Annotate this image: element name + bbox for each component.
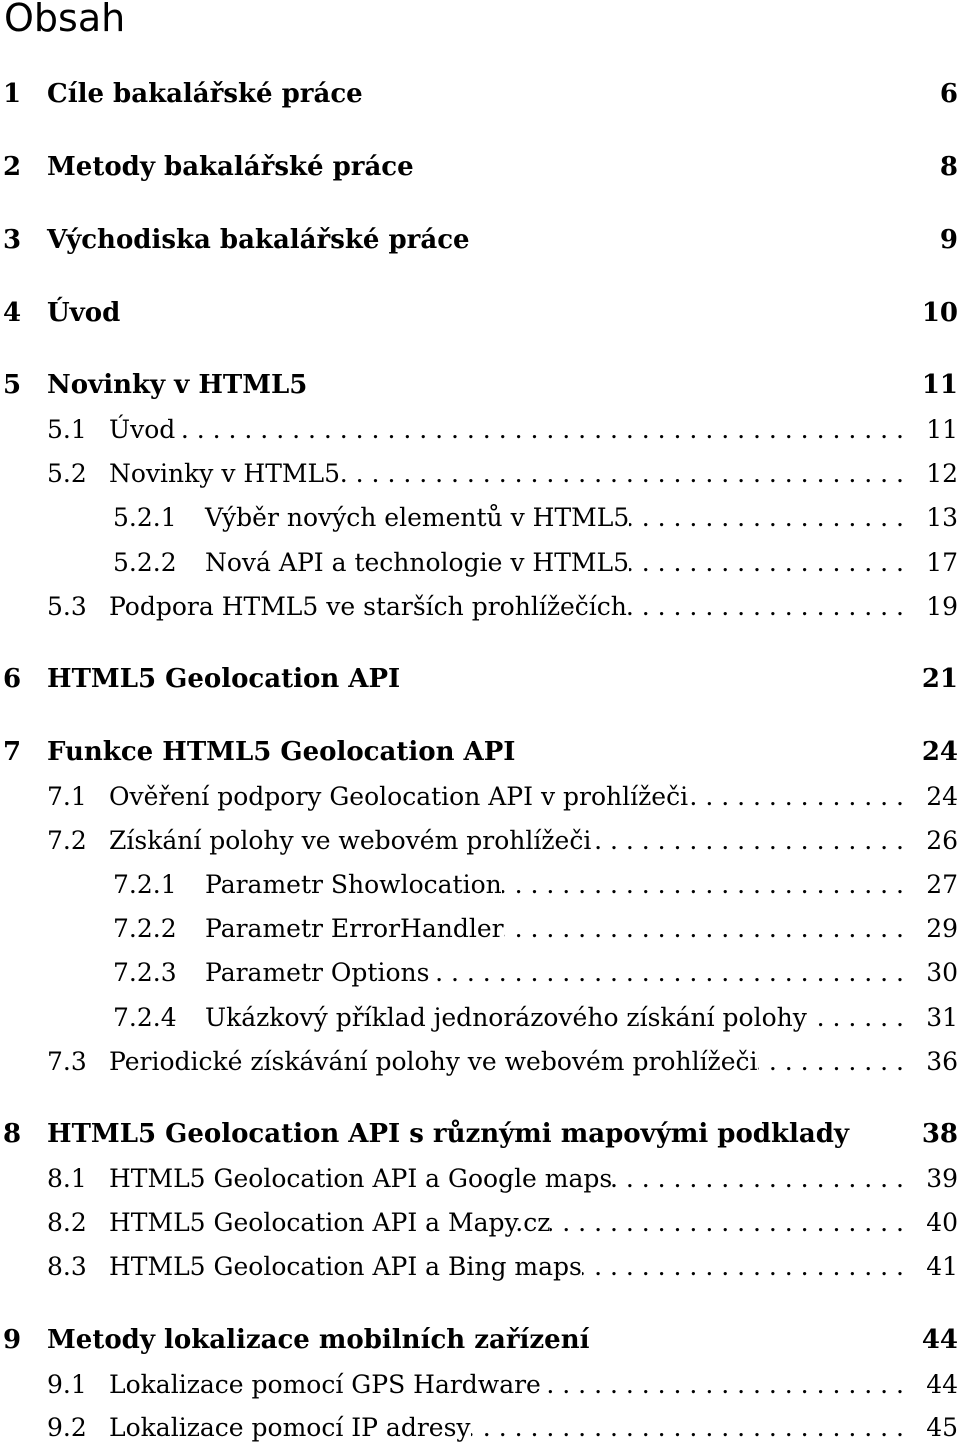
toc-entry-label: Výběr nových elementů v HTML5 bbox=[205, 503, 630, 532]
toc-entry-page: 27 bbox=[926, 870, 958, 899]
toc-entry-label: Východiska bakalářské práce bbox=[47, 225, 470, 255]
toc-entry[interactable] bbox=[0, 76, 960, 112]
toc-entry-number: 5.2 bbox=[47, 459, 87, 488]
toc-entry-page: 6 bbox=[939, 79, 958, 109]
toc-entry[interactable] bbox=[0, 500, 960, 536]
toc-leader-dots bbox=[612, 1161, 910, 1197]
toc-entry-number: 8.1 bbox=[47, 1164, 87, 1193]
toc-entry-label: HTML5 Geolocation API a Mapy.cz bbox=[109, 1208, 551, 1237]
toc-entry-number: 2 bbox=[3, 152, 22, 182]
toc-entry-label: Parametr ErrorHandler bbox=[205, 914, 504, 943]
toc-entry[interactable] bbox=[0, 1161, 960, 1197]
toc-entry[interactable] bbox=[0, 1116, 960, 1152]
toc-entry-page: 44 bbox=[926, 1370, 958, 1399]
toc-leader-dots bbox=[504, 911, 910, 947]
toc-leader-dots bbox=[758, 1044, 910, 1080]
toc-entry-number: 1 bbox=[3, 79, 22, 109]
toc-entry[interactable] bbox=[0, 589, 960, 625]
toc-entry[interactable] bbox=[0, 779, 960, 815]
toc-entry[interactable] bbox=[0, 661, 960, 697]
toc-leader-dots bbox=[627, 589, 910, 625]
toc-entry-number: 5.2.1 bbox=[113, 503, 177, 532]
toc-leader-dots bbox=[550, 1205, 910, 1241]
toc-entry-page: 40 bbox=[926, 1208, 958, 1237]
toc-entry-label: Parametr Showlocation bbox=[205, 870, 502, 899]
toc-entry-page: 44 bbox=[921, 1325, 958, 1355]
toc-entry-number: 8.2 bbox=[47, 1208, 87, 1237]
toc-entry-label: Lokalizace pomocí IP adresy bbox=[109, 1413, 471, 1442]
toc-entry-number: 8.3 bbox=[47, 1252, 87, 1281]
toc-entry-number: 7.2 bbox=[47, 826, 87, 855]
toc-entry-number: 4 bbox=[3, 298, 22, 328]
toc-entry-label: Novinky v HTML5 bbox=[47, 370, 308, 400]
toc-leader-dots bbox=[502, 867, 910, 903]
toc-leader-dots bbox=[582, 1249, 910, 1285]
toc-entry-label: Získání polohy ve webovém prohlížeči bbox=[109, 826, 592, 855]
toc-entry-label: Úvod bbox=[47, 298, 121, 328]
toc-entry-number: 7.2.3 bbox=[113, 958, 177, 987]
toc-entry-number: 9.1 bbox=[47, 1370, 87, 1399]
toc-entry-number: 5.2.2 bbox=[113, 548, 177, 577]
toc-entry-label: Úvod bbox=[109, 415, 176, 444]
toc-entry-number: 8 bbox=[3, 1119, 22, 1149]
toc-entry-page: 45 bbox=[926, 1413, 958, 1442]
toc-entry-page: 17 bbox=[926, 548, 958, 577]
toc-entry-label: HTML5 Geolocation API s různými mapovými podklady bbox=[47, 1119, 849, 1149]
toc-entry-label: Metody bakalářské práce bbox=[47, 152, 414, 182]
toc-entry-label: Podpora HTML5 ve starších prohlížečích bbox=[109, 592, 627, 621]
toc-leader-dots bbox=[629, 545, 910, 581]
toc-entry-label: HTML5 Geolocation API bbox=[47, 664, 401, 694]
toc-entry[interactable] bbox=[0, 1322, 960, 1358]
toc-entry-page: 24 bbox=[921, 737, 958, 767]
toc-entry-label: Ukázkový příklad jednorázového získání polohy bbox=[205, 1003, 807, 1032]
toc-entry[interactable] bbox=[0, 1367, 960, 1403]
toc-entry[interactable] bbox=[0, 1044, 960, 1080]
toc-leader-dots bbox=[807, 1000, 910, 1036]
toc-entry[interactable] bbox=[0, 295, 960, 331]
toc-entry-page: 31 bbox=[926, 1003, 958, 1032]
toc-entry-label: HTML5 Geolocation API a Google maps bbox=[109, 1164, 613, 1193]
toc-entry-label: Nová API a technologie v HTML5 bbox=[205, 548, 629, 577]
toc-entry-label: Lokalizace pomocí GPS Hardware bbox=[109, 1370, 541, 1399]
page-title: Obsah bbox=[4, 0, 126, 40]
toc-entry[interactable] bbox=[0, 367, 960, 403]
toc-entry[interactable] bbox=[0, 1249, 960, 1285]
toc-entry-page: 36 bbox=[926, 1047, 958, 1076]
toc-entry-page: 9 bbox=[939, 225, 958, 255]
toc-entry[interactable] bbox=[0, 867, 960, 903]
toc-entry[interactable] bbox=[0, 1000, 960, 1036]
toc-entry-number: 7.2.1 bbox=[113, 870, 177, 899]
toc-entry[interactable] bbox=[0, 955, 960, 991]
toc-entry[interactable] bbox=[0, 1410, 960, 1446]
toc-entry-number: 5.1 bbox=[47, 415, 87, 444]
toc-entry-page: 38 bbox=[921, 1119, 958, 1149]
toc-entry[interactable] bbox=[0, 823, 960, 859]
toc-entry-label: Funkce HTML5 Geolocation API bbox=[47, 737, 516, 767]
toc-entry[interactable] bbox=[0, 1205, 960, 1241]
toc-entry-label: Novinky v HTML5 bbox=[109, 459, 341, 488]
toc-entry-number: 5 bbox=[3, 370, 22, 400]
toc-entry-number: 5.3 bbox=[47, 592, 87, 621]
toc-entry[interactable] bbox=[0, 412, 960, 448]
toc-entry-page: 12 bbox=[926, 459, 958, 488]
toc-entry[interactable] bbox=[0, 911, 960, 947]
toc-entry-number: 3 bbox=[3, 225, 22, 255]
toc-entry-number: 7.1 bbox=[47, 782, 87, 811]
toc-leader-dots bbox=[340, 456, 910, 492]
toc-entry-page: 21 bbox=[921, 664, 958, 694]
toc-entry-page: 30 bbox=[926, 958, 958, 987]
toc-entry-page: 19 bbox=[926, 592, 958, 621]
toc-entry-label: Parametr Options bbox=[205, 958, 430, 987]
toc-entry-label: HTML5 Geolocation API a Bing maps bbox=[109, 1252, 582, 1281]
toc-entry-label: Cíle bakalářské práce bbox=[47, 79, 363, 109]
toc-entry-page: 8 bbox=[939, 152, 958, 182]
toc-entry-number: 7.3 bbox=[47, 1047, 87, 1076]
toc-entry-number: 7.2.4 bbox=[113, 1003, 177, 1032]
toc-entry-label: Metody lokalizace mobilních zařízení bbox=[47, 1325, 590, 1355]
toc-entry-number: 9.2 bbox=[47, 1413, 87, 1442]
toc-entry[interactable] bbox=[0, 149, 960, 185]
toc-leader-dots bbox=[629, 500, 910, 536]
toc-entry-label: Periodické získávání polohy ve webovém prohlížeči bbox=[109, 1047, 758, 1076]
toc-entry-page: 13 bbox=[926, 503, 958, 532]
toc-entry[interactable] bbox=[0, 456, 960, 492]
toc-leader-dots bbox=[175, 412, 910, 448]
toc-leader-dots bbox=[541, 1367, 910, 1403]
toc-leader-dots bbox=[471, 1410, 910, 1446]
toc-entry-page: 24 bbox=[926, 782, 958, 811]
toc-leader-dots bbox=[429, 955, 910, 991]
toc-leader-dots bbox=[688, 779, 910, 815]
toc-entry-page: 39 bbox=[926, 1164, 958, 1193]
toc-entry-page: 10 bbox=[921, 298, 958, 328]
toc-entry[interactable] bbox=[0, 545, 960, 581]
toc-entry-page: 26 bbox=[926, 826, 958, 855]
toc-entry-page: 11 bbox=[926, 415, 958, 444]
toc-entry-page: 11 bbox=[921, 370, 958, 400]
toc-leader-dots bbox=[591, 823, 910, 859]
toc-entry-number: 9 bbox=[3, 1325, 22, 1355]
toc-entry[interactable] bbox=[0, 734, 960, 770]
toc-entry-page: 29 bbox=[926, 914, 958, 943]
toc-entry-label: Ověření podpory Geolocation API v prohlížeči bbox=[109, 782, 689, 811]
toc-entry[interactable] bbox=[0, 222, 960, 258]
toc-entry-number: 7 bbox=[3, 737, 22, 767]
toc-entry-number: 7.2.2 bbox=[113, 914, 177, 943]
toc-entry-number: 6 bbox=[3, 664, 22, 694]
toc-entry-page: 41 bbox=[926, 1252, 958, 1281]
